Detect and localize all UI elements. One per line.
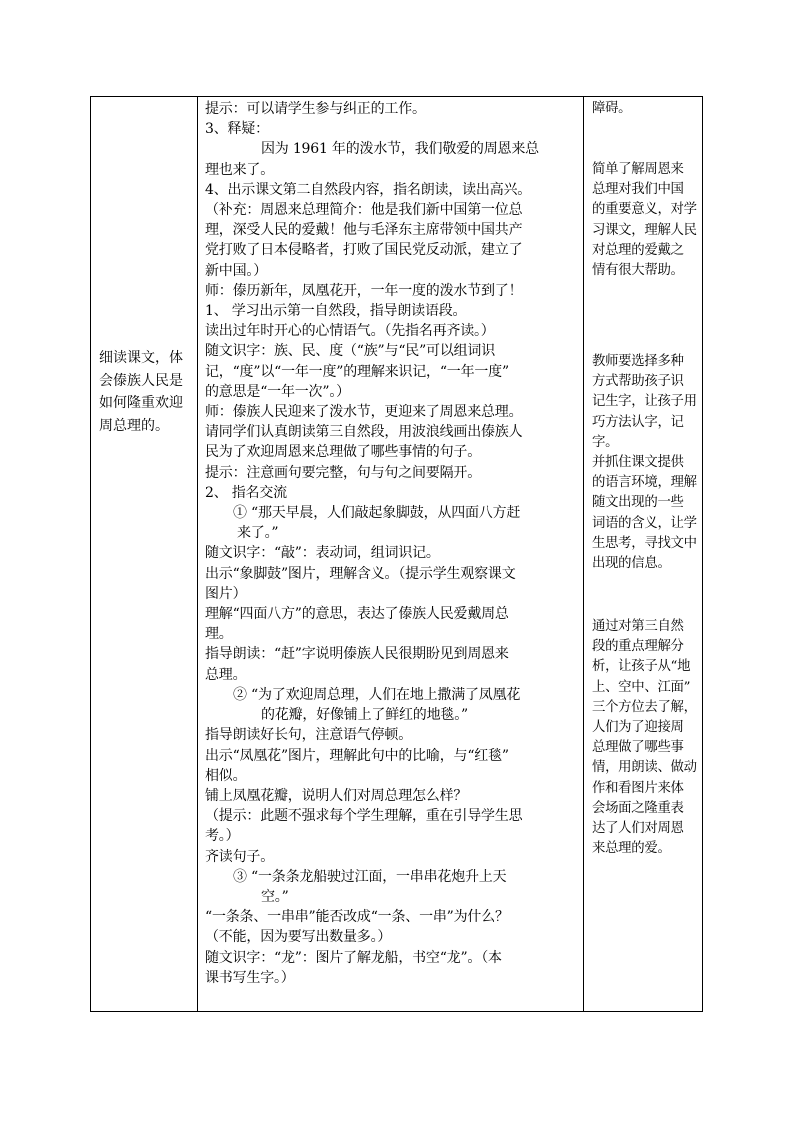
text-line: 来了。” xyxy=(237,525,279,542)
note-line: 教师要选择多种 xyxy=(592,354,684,369)
text-line: 1、 学习出示第一自然段，指导朗读语段。 xyxy=(205,303,467,320)
text-line: “一条条、一串串”能否改成“一条、一串”为什么？ xyxy=(205,909,509,926)
text-line: （补充：周恩来总理简介：他是我们新中国第一位总 xyxy=(205,202,523,219)
note-line: 习课文，理解人民 xyxy=(592,222,697,238)
text-line: 3、释疑： xyxy=(205,121,269,138)
text-line: 空。” xyxy=(261,888,289,905)
note-line: 情有很大帮助。 xyxy=(592,263,684,279)
note-line: 对总理的爱戴之 xyxy=(592,242,684,258)
text-line: ① “那天早晨，人们敲起象脚鼓，从四面八方赶 xyxy=(233,505,521,522)
text-line: 读出过年时开心的心情语气。（先指名再齐读。） xyxy=(205,323,495,340)
note-line: 方式帮助孩子识 xyxy=(592,374,684,390)
note-line: 达了人们对周恩 xyxy=(592,821,684,837)
note-line: 随文出现的一些 xyxy=(592,495,684,511)
text-line: 的花瓣，好像铺上了鲜红的地毯。” xyxy=(261,707,468,724)
text-line: 师：傣历新年，凤凰花开，一年一度的泼水节到了！ xyxy=(205,282,523,299)
text-line: 提示：注意画句要完整，句与句之间要隔开。 xyxy=(205,464,481,481)
text-line: 提示：可以请学生参与纠正的工作。 xyxy=(205,101,426,117)
text-line: 随文识字：“龙”：图片了解龙船，书空“龙”。（本 xyxy=(205,949,502,966)
text-line: 新中国。） xyxy=(205,262,267,279)
text-line: 师：傣族人民迎来了泼水节，更迎来了周恩来总理。 xyxy=(205,404,523,421)
note-line: 总理对我们中国 xyxy=(592,182,684,198)
text-line: 2、 指名交流 xyxy=(205,484,287,501)
note-line: 人们为了迎接周 xyxy=(592,720,684,736)
text-line: 指导朗读好长句，注意语气停顿。 xyxy=(205,727,412,744)
text-line: 理解“四面八方”的意思，表达了傣族人民爱戴周总 xyxy=(205,606,509,623)
text-line: 指导朗读：“赶”字说明傣族人民很期盼见到周恩来 xyxy=(205,646,509,663)
text-line: ② “为了欢迎周总理，人们在地上撒满了凤凰花 xyxy=(233,686,521,703)
text-line: 理也来了。 xyxy=(205,161,274,178)
note-line: 三个方位去了解， xyxy=(592,699,697,715)
text-line: 考。） xyxy=(205,828,240,845)
text-line: 出示“象脚鼓”图片，理解含义。（提示学生观察课文 xyxy=(205,565,516,582)
objective-text: 细读课文，体会傣族人民是如何隆重欢迎周总理的。 xyxy=(99,350,183,434)
lesson-table xyxy=(90,96,703,1012)
notes-column xyxy=(584,97,702,1011)
text-line: 随文识字：族、民、度（“族”与“民”可以组词识 xyxy=(205,343,496,360)
text-line: 铺上凤凰花瓣，说明人们对周总理怎么样？ xyxy=(205,787,468,804)
text-line: 记，“度”以“一年一度”的理解来识记，“一年一度” xyxy=(205,363,509,380)
note-line: 通过对第三自然 xyxy=(592,619,684,634)
text-line: 齐读句子。 xyxy=(205,848,274,865)
objective-column xyxy=(91,97,198,1011)
text-line: （提示：此题不强求每个学生理解，重在引导学生思 xyxy=(205,808,523,825)
text-line: 出示“凤凰花”图片，理解此句中的比喻，与“红毯” xyxy=(205,747,509,764)
text-line: 民为了欢迎周恩来总理做了哪些事情的句子。 xyxy=(205,444,481,461)
text-line: 总理。 xyxy=(205,666,247,683)
note-line: 段的重点理解分 xyxy=(592,639,684,655)
note-line: 的语言环境，理解 xyxy=(592,475,697,491)
note-line: 巧方法认字，记字。 xyxy=(592,414,684,450)
text-line: 4、出示课文第二自然段内容，指名朗读，读出高兴。 xyxy=(205,181,532,198)
note-line: 简单了解周恩来 xyxy=(592,162,684,177)
note-2 xyxy=(592,160,704,281)
procedure-column xyxy=(198,97,584,1011)
note-line: 总理做了哪些事 xyxy=(592,740,684,756)
note-line: 作和看图片来体 xyxy=(592,780,684,796)
text-line: ③ “一条条龙船驶过江面，一串串花炮升上天 xyxy=(233,868,507,885)
note-line: 障碍。 xyxy=(592,101,632,116)
note-line: 上、空中、江面” xyxy=(592,679,691,695)
procedure-text xyxy=(205,99,581,988)
note-line: 析，让孩子从“地 xyxy=(592,659,691,675)
note-4 xyxy=(592,617,704,859)
text-line: 理，深受人民的爱戴！他与毛泽东主席带领中国共产 xyxy=(205,222,523,239)
text-line: 的意思是“一年一次”。） xyxy=(205,383,350,400)
note-line: 的重要意义，对学 xyxy=(592,202,697,218)
note-line: 来总理的爱。 xyxy=(592,841,671,857)
note-1 xyxy=(592,99,704,119)
note-3 xyxy=(592,352,704,574)
text-line: （不能，因为要写出数量多。） xyxy=(205,929,392,946)
text-line: 党打败了日本侵略者，打败了国民党反动派，建立了 xyxy=(205,242,523,259)
note-line: 记生字，让孩子用 xyxy=(592,394,697,410)
note-line: 情，用朗读、做动 xyxy=(592,760,697,776)
text-line: 理。 xyxy=(205,626,233,643)
note-line: 词语的含义，让学 xyxy=(592,515,697,531)
text-line: 请同学们认真朗读第三自然段，用波浪线画出傣族人 xyxy=(205,424,523,441)
note-line: 出现的信息。 xyxy=(592,556,671,572)
text-line: 图片） xyxy=(205,585,247,602)
note-line: 会场面之隆重表 xyxy=(592,800,684,816)
note-line: 并抓住课文提供 xyxy=(592,455,684,471)
text-line: 随文识字：“敲”：表动词，组词识记。 xyxy=(205,545,440,562)
note-line: 生思考，寻找文中 xyxy=(592,535,697,551)
text-line: 相似。 xyxy=(205,767,247,784)
text-line: 因为 1961 年的泼水节，我们敬爱的周恩来总 xyxy=(261,141,539,158)
text-line: 课书写生字。） xyxy=(205,969,295,986)
